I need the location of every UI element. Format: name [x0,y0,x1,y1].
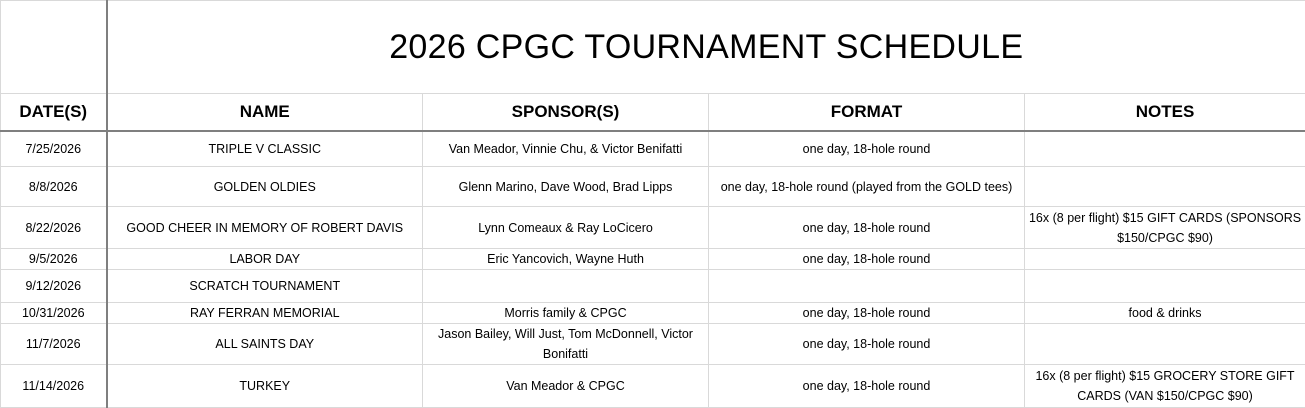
cell-sponsor[interactable] [423,270,709,303]
cell-name[interactable]: LABOR DAY [107,249,423,270]
cell-date[interactable]: 11/14/2026 [1,365,107,408]
cell-notes[interactable] [1025,270,1305,303]
column-header-name[interactable]: NAME [107,94,423,131]
cell-sponsor[interactable]: Van Meador & CPGC [423,365,709,408]
cell-notes[interactable] [1025,249,1305,270]
cell-date[interactable]: 9/12/2026 [1,270,107,303]
cell-format[interactable]: one day, 18-hole round [709,207,1025,249]
cell-notes[interactable]: 16x (8 per flight) $15 GROCERY STORE GIFT CARDS (VAN $150/CPGC $90) [1025,365,1305,408]
header-row [1,94,1305,131]
cell-name[interactable]: TURKEY [107,365,423,408]
cell-notes[interactable]: food & drinks [1025,303,1305,324]
cell-sponsor[interactable]: Lynn Comeaux & Ray LoCicero [423,207,709,249]
sheet-title[interactable]: 2026 CPGC TOURNAMENT SCHEDULE [107,1,1305,94]
cell-sponsor[interactable]: Jason Bailey, Will Just, Tom McDonnell, Victor Bonifatti [423,324,709,365]
column-header-date[interactable]: DATE(S) [1,94,107,131]
cell-notes[interactable]: 16x (8 per flight) $15 GIFT CARDS (SPONSORS $150/CPGC $90) [1025,207,1305,249]
cell-name[interactable]: TRIPLE V CLASSIC [107,131,423,167]
cell-date[interactable]: 8/22/2026 [1,207,107,249]
table-row [1,249,1305,270]
cell-format[interactable]: one day, 18-hole round [709,249,1025,270]
cell-name[interactable]: ALL SAINTS DAY [107,324,423,365]
cell-format[interactable]: one day, 18-hole round (played from the GOLD tees) [709,167,1025,207]
cell-date[interactable]: 7/25/2026 [1,131,107,167]
table-row [1,324,1305,365]
cell-notes[interactable] [1025,131,1305,167]
title-left-blank-cell[interactable] [1,1,107,94]
cell-format[interactable]: one day, 18-hole round [709,131,1025,167]
column-header-notes[interactable]: NOTES [1025,94,1305,131]
cell-notes[interactable] [1025,324,1305,365]
cell-format[interactable]: one day, 18-hole round [709,324,1025,365]
table-row [1,270,1305,303]
cell-sponsor[interactable]: Morris family & CPGC [423,303,709,324]
column-header-format[interactable]: FORMAT [709,94,1025,131]
cell-date[interactable]: 8/8/2026 [1,167,107,207]
cell-format[interactable] [709,270,1025,303]
cell-sponsor[interactable]: Van Meador, Vinnie Chu, & Victor Benifatti [423,131,709,167]
table-row [1,131,1305,167]
table-row [1,207,1305,249]
cell-date[interactable]: 10/31/2026 [1,303,107,324]
title-row [1,1,1305,94]
cell-name[interactable]: GOLDEN OLDIES [107,167,423,207]
cell-notes[interactable] [1025,167,1305,207]
cell-format[interactable]: one day, 18-hole round [709,303,1025,324]
cell-name[interactable]: RAY FERRAN MEMORIAL [107,303,423,324]
table-row [1,303,1305,324]
table-row [1,167,1305,207]
cell-date[interactable]: 9/5/2026 [1,249,107,270]
column-header-sponsor[interactable]: SPONSOR(S) [423,94,709,131]
cell-name[interactable]: SCRATCH TOURNAMENT [107,270,423,303]
cell-sponsor[interactable]: Eric Yancovich, Wayne Huth [423,249,709,270]
cell-format[interactable]: one day, 18-hole round [709,365,1025,408]
cell-name[interactable]: GOOD CHEER IN MEMORY OF ROBERT DAVIS [107,207,423,249]
table-row [1,365,1305,408]
cell-sponsor[interactable]: Glenn Marino, Dave Wood, Brad Lipps [423,167,709,207]
cell-date[interactable]: 11/7/2026 [1,324,107,365]
